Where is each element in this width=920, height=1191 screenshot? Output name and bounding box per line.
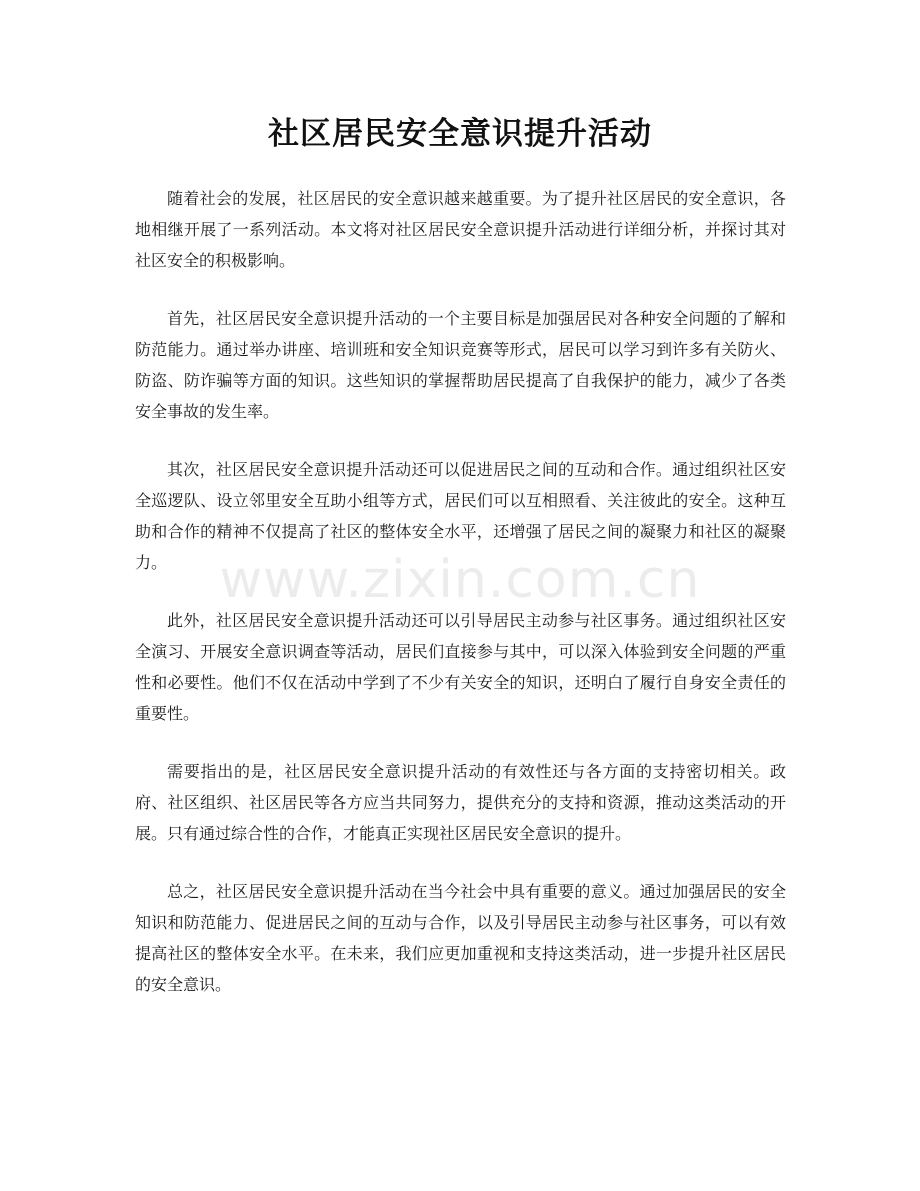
paragraph-first: 首先，社区居民安全意识提升活动的一个主要目标是加强居民对各种安全问题的了解和防范能力。通过举办讲座、培训班和安全知识竞赛等形式，居民可以学习到许多有关防火、防盗、防诈骗等方面的知识。这些知识的掌握帮助居民提高了自我保护的能力，减少了各类安全事故的发生率。 xyxy=(135,309,786,421)
paragraph-additionally: 此外，社区居民安全意识提升活动还可以引导居民主动参与社区事务。通过组织社区安全演习、开展安全意识调查等活动，居民们直接参与其中，可以深入体验到安全问题的严重性和必要性。他们不仅在活动中学到了不少有关安全的知识，还明白了履行自身安全责任的重要性。 xyxy=(135,611,786,723)
paragraph-second: 其次，社区居民安全意识提升活动还可以促进居民之间的互动和合作。通过组织社区安全巡逻队、设立邻里安全互助小组等方式，居民们可以互相照看、关注彼此的安全。这种互助和合作的精神不仅提高了社区的整体安全水平，还增强了居民之间的凝聚力和社区的凝聚力。 xyxy=(135,460,786,572)
paragraph-conclusion: 总之，社区居民安全意识提升活动在当今社会中具有重要的意义。通过加强居民的安全知识和防范能力、促进居民之间的互动与合作，以及引导居民主动参与社区事务，可以有效提高社区的整体安全水平。在未来，我们应更加重视和支持这类活动，进一步提升社区居民的安全意识。 xyxy=(135,882,786,994)
document-title: 社区居民安全意识提升活动 xyxy=(268,116,652,152)
watermark: www.zixin.com.cn xyxy=(219,550,701,610)
paragraph-note: 需要指出的是，社区居民安全意识提升活动的有效性还与各方面的支持密切相关。政府、社区组织、社区居民等各方应当共同努力，提供充分的支持和资源，推动这类活动的开展。只有通过综合性的合作，才能真正实现社区居民安全意识的提升。 xyxy=(135,762,786,843)
document-body xyxy=(135,183,786,1027)
paragraph-intro: 随着社会的发展，社区居民的安全意识越来越重要。为了提升社区居民的安全意识，各地相继开展了一系列活动。本文将对社区居民安全意识提升活动进行详细分析，并探讨其对社区安全的积极影响。 xyxy=(135,189,786,270)
